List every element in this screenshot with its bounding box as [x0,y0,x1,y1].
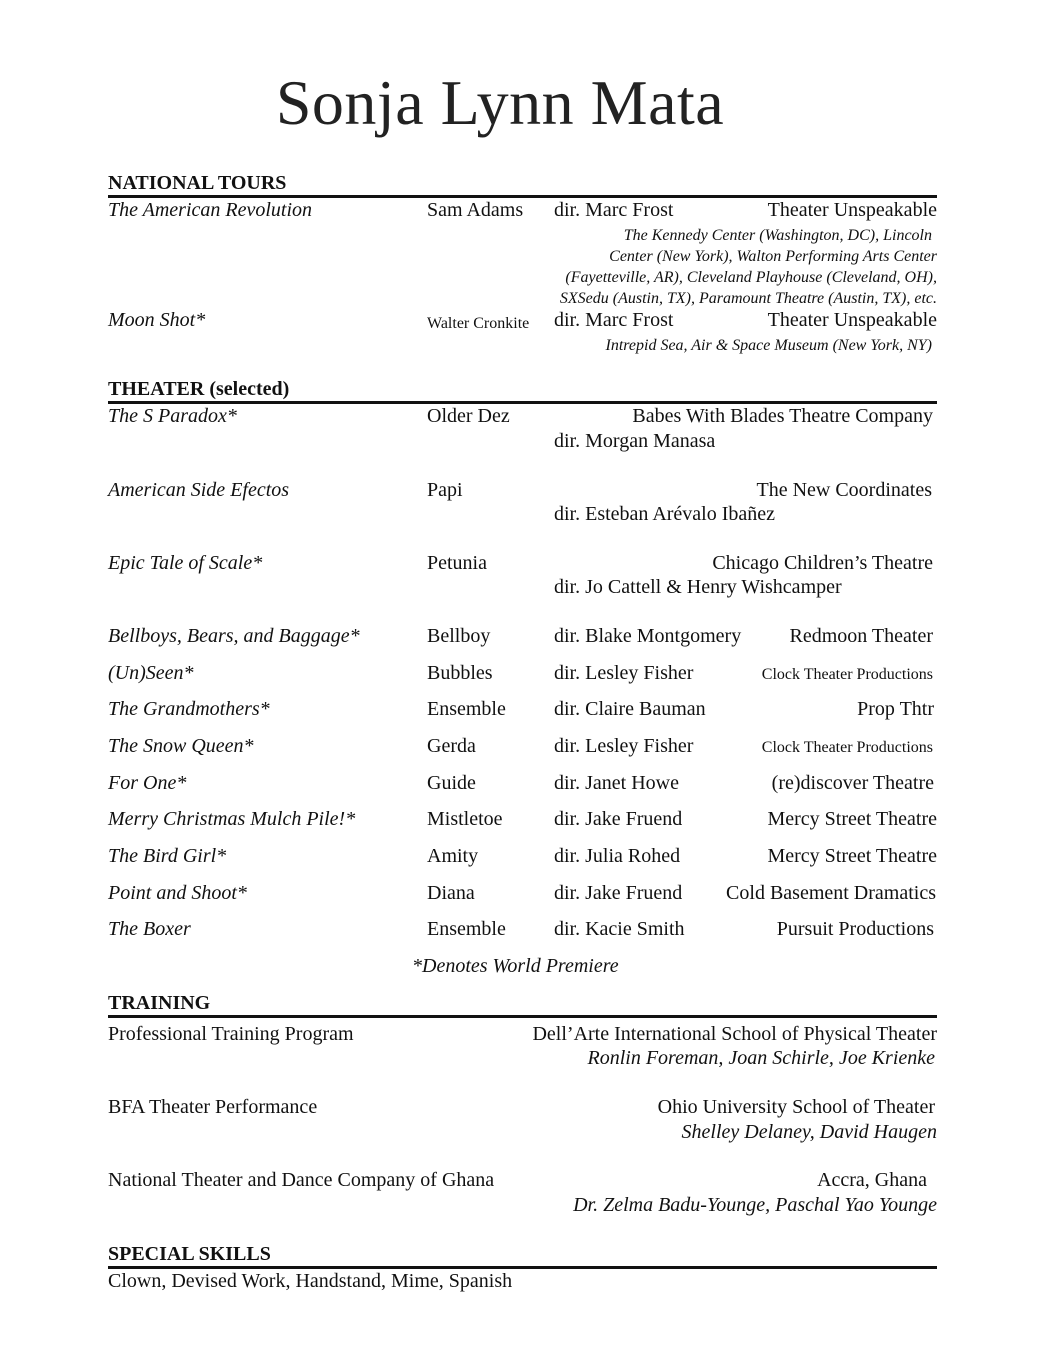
show-title: The Snow Queen* [108,735,254,757]
show-company: Clock Theater Productions [761,666,933,683]
show-title: Merry Christmas Mulch Pile!* [108,808,356,830]
section-heading-training: TRAINING [108,992,937,1018]
tour-venue-line: The Kennedy Center (Washington, DC), Lincoln [623,227,932,244]
section-heading-special-skills: SPECIAL SKILLS [108,1243,937,1269]
tour-venue-line: SXSedu (Austin, TX), Paramount Theatre (Austin, TX), etc. [559,290,937,307]
show-title: American Side Efectos [108,479,290,501]
section-heading-national-tours: NATIONAL TOURS [108,172,937,198]
tour-title: The American Revolution [108,199,313,221]
tour-venue-line: (Fayetteville, AR), Cleveland Playhouse (Cleveland, OH), [565,269,937,286]
show-company: Cold Basement Dramatics [726,882,936,904]
show-role: Ensemble [427,698,506,720]
show-title: Point and Shoot* [108,882,247,904]
section-heading-theater: THEATER (selected) [108,378,937,404]
show-company: Pursuit Productions [776,918,934,940]
show-title: The Grandmothers* [108,698,270,720]
show-role: Mistletoe [427,808,503,830]
show-role: Amity [427,845,479,867]
show-role: Petunia [427,552,487,574]
tour-title: Moon Shot* [108,309,206,331]
training-teachers: Dr. Zelma Badu-Younge, Paschal Yao Younge [573,1194,937,1216]
special-skills-list: Clown, Devised Work, Handstand, Mime, Spanish [108,1270,513,1292]
show-role: Gerda [427,735,476,757]
show-role: Bellboy [427,625,491,647]
show-director: dir. Jo Cattell & Henry Wishcamper [554,576,842,598]
training-school: Dell’Arte International School of Physical Theater [532,1023,937,1045]
show-role: Bubbles [427,662,493,684]
training-program: BFA Theater Performance [108,1096,318,1118]
world-premiere-footnote: *Denotes World Premiere [412,955,619,977]
tour-venue-line: Intrepid Sea, Air & Space Museum (New York, NY) [605,337,932,354]
show-director: dir. Julia Rohed [554,845,681,867]
show-company: Redmoon Theater [789,625,933,647]
show-director: dir. Lesley Fisher [554,662,694,684]
show-director: dir. Jake Fruend [554,808,683,830]
show-company: The New Coordinates [756,479,932,501]
show-company: Mercy Street Theatre [767,845,937,867]
show-director: dir. Morgan Manasa [554,430,716,452]
show-director: dir. Esteban Arévalo Ibañez [554,503,776,525]
show-title: The Bird Girl* [108,845,227,867]
show-title: (Un)Seen* [108,662,194,684]
show-title: For One* [108,772,187,794]
tour-role: Sam Adams [427,199,524,221]
show-director: dir. Jake Fruend [554,882,683,904]
show-role: Older Dez [427,405,510,427]
show-director: dir. Claire Bauman [554,698,706,720]
show-title: The Boxer [108,918,191,940]
show-title: Epic Tale of Scale* [108,552,263,574]
training-program: National Theater and Dance Company of Ghana [108,1169,495,1191]
show-role: Papi [427,479,463,501]
show-director: dir. Janet Howe [554,772,679,794]
training-program: Professional Training Program [108,1023,354,1045]
show-director: dir. Kacie Smith [554,918,685,940]
training-school: Ohio University School of Theater [657,1096,935,1118]
show-director: dir. Blake Montgomery [554,625,742,647]
training-teachers: Shelley Delaney, David Haugen [681,1121,937,1143]
show-company: Mercy Street Theatre [767,808,937,830]
show-role: Ensemble [427,918,506,940]
show-company: Clock Theater Productions [761,739,933,756]
show-company: Chicago Children’s Theatre [712,552,933,574]
show-title: Bellboys, Bears, and Baggage* [108,625,360,647]
page-title: Sonja Lynn Mata [275,67,725,138]
tour-company: Theater Unspeakable [767,199,937,221]
tour-company: Theater Unspeakable [767,309,937,331]
tour-director: dir. Marc Frost [554,199,674,221]
show-title: The S Paradox* [108,405,237,427]
show-company: (re)discover Theatre [771,772,934,794]
show-company: Prop Thtr [857,698,934,720]
show-role: Diana [427,882,475,904]
tour-director: dir. Marc Frost [554,309,674,331]
tour-venue-line: Center (New York), Walton Performing Arts Center [609,248,937,265]
tour-role: Walter Cronkite [427,315,530,332]
show-company: Babes With Blades Theatre Company [632,405,933,427]
training-school: Accra, Ghana [817,1169,927,1191]
show-director: dir. Lesley Fisher [554,735,694,757]
training-teachers: Ronlin Foreman, Joan Schirle, Joe Krienke [587,1047,935,1069]
show-role: Guide [427,772,476,794]
